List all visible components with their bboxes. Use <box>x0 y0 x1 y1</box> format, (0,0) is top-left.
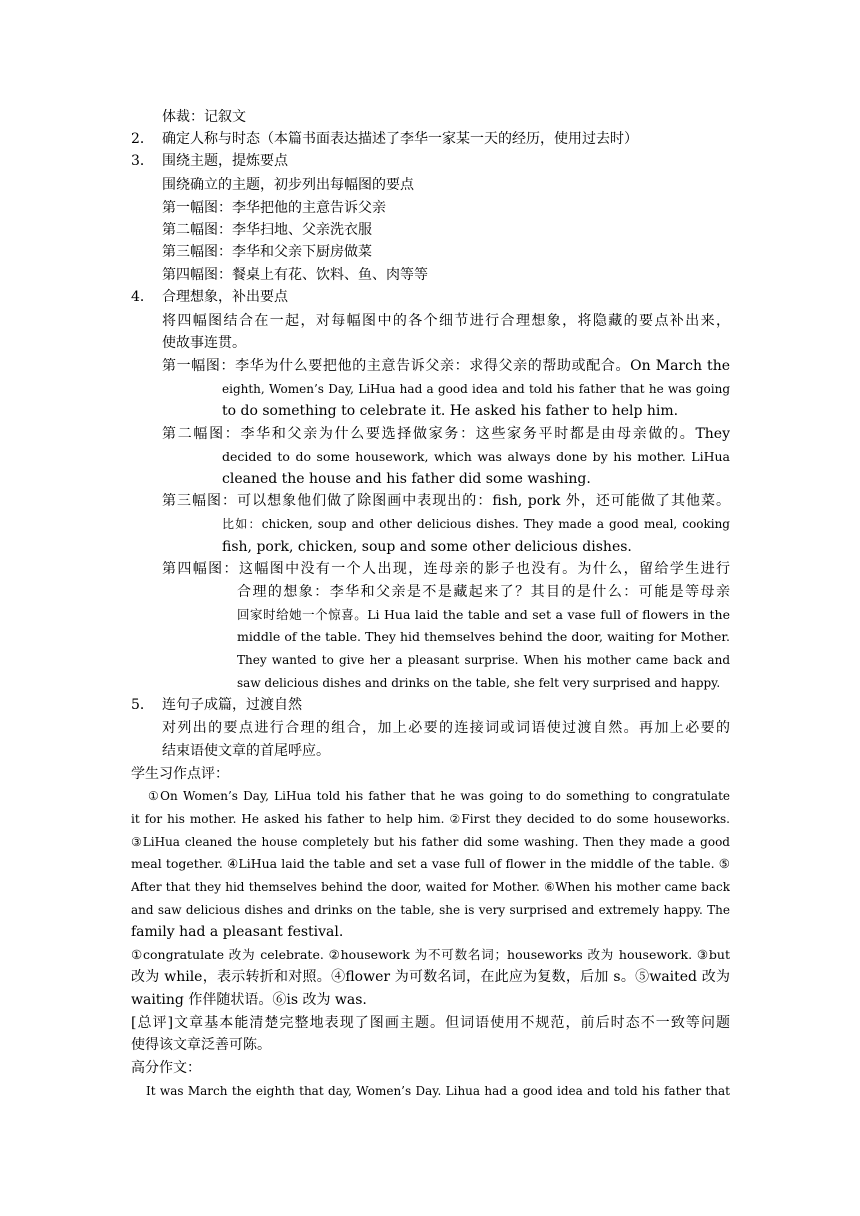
step5-line: 结束语使文章的首尾呼应。 <box>162 743 330 759</box>
step-number: 3． <box>131 153 154 169</box>
pic2-line: cleaned the house and his father did some washing. <box>222 471 591 487</box>
student-essay-line: ③LiHua cleaned the house completely but his father did some washing. Then they made a good <box>131 835 730 849</box>
high-score-heading: 高分作文： <box>131 1060 201 1076</box>
picture-point: 第四幅图：餐桌上有花、饮料、鱼、肉等等 <box>162 267 428 283</box>
pic4-line: They wanted to give her a pleasant surprise. When his mother came back and <box>237 653 730 667</box>
picture-point: 第三幅图：李华和父亲下厨房做菜 <box>162 244 372 260</box>
step4-intro-line: 将四幅图结合在一起，对每幅图中的各个细节进行合理想象，将隐藏的要点补出来， <box>162 313 730 329</box>
student-essay-line: it for his mother. He asked his father to help him. ②First they decided to do some houseworks. <box>131 812 730 826</box>
pic4-line: middle of the table. They hid themselves behind the door, waiting for Mother. <box>237 629 730 644</box>
pic2-line: decided to do some housework, which was always done by his mother. LiHua <box>222 449 730 464</box>
pic3-line: 第三幅图：可以想象他们做了除图画中表现出的：fish, pork 外，还可能做了其他菜。 <box>162 493 730 509</box>
correction-line: 改为 while，表示转折和对照。④flower 为可数名词，在此应为复数，后加 s。⑤waited 改为 <box>131 969 730 985</box>
pic2-line: 第二幅图：李华和父亲为什么要选择做家务：这些家务平时都是由母亲做的。They <box>162 426 730 442</box>
student-essay-line: ①On Women’s Day, LiHua told his father that he was going to do something to congratulate <box>148 789 730 803</box>
student-essay-line: family had a pleasant festival. <box>131 924 344 940</box>
genre-line: 体裁：记叙文 <box>162 109 246 125</box>
step3-intro: 围绕确立的主题，初步列出每幅图的要点 <box>162 177 414 193</box>
step4-intro-line: 使故事连贯。 <box>162 335 246 351</box>
step-title: 合理想象，补出要点 <box>162 289 288 305</box>
pic4-line: saw delicious dishes and drinks on the table, she felt very surprised and happy. <box>237 676 721 690</box>
summary-line: 使得该文章泛善可陈。 <box>131 1037 271 1053</box>
step-number: 4． <box>131 289 154 305</box>
pic1-line: to do something to celebrate it. He asked his father to help him. <box>222 403 679 419</box>
pic3-line: 比如：chicken, soup and other delicious dishes. They made a good meal, cooking <box>222 517 730 531</box>
correction-line: ①congratulate 改为 celebrate. ②housework 为不可数名词；houseworks 改为 housework. ③but <box>131 947 730 962</box>
pic4-line: 合理的想象：李华和父亲是不是藏起来了？其目的是什么：可能是等母亲 <box>237 584 730 600</box>
student-essay-line: After that they hid themselves behind the door, waited for Mother. ⑥When his mother came back <box>131 880 730 894</box>
pic3-line: fish, pork, chicken, soup and some other delicious dishes. <box>222 539 632 555</box>
step-title: 连句子成篇，过渡自然 <box>162 697 302 713</box>
pic1-line: 第一幅图：李华为什么要把他的主意告诉父亲：求得父亲的帮助或配合。On March the <box>162 358 730 374</box>
step-title: 围绕主题，提炼要点 <box>162 153 288 169</box>
pic4-line: 第四幅图：这幅图中没有一个人出现，连母亲的影子也没有。为什么，留给学生进行 <box>162 561 730 577</box>
student-essay-line: and saw delicious dishes and drinks on the table, she is very surprised and extremely happy. The <box>131 903 730 917</box>
student-essay-line: meal together. ④LiHua laid the table and set a vase full of flower in the middle of the table. ⑤ <box>131 856 730 871</box>
picture-point: 第一幅图：李华把他的主意告诉父亲 <box>162 200 386 216</box>
high-score-essay-line: It was March the eighth that day, Women’s Day. Lihua had a good idea and told his father that <box>146 1084 730 1098</box>
picture-point: 第二幅图：李华扫地、父亲洗衣服 <box>162 222 372 238</box>
step-number: 2． <box>131 131 154 147</box>
step-number: 5． <box>131 697 154 713</box>
correction-line: waiting 作伴随状语。⑥is 改为 was. <box>131 992 367 1008</box>
pic1-line: eighth, Women’s Day, LiHua had a good idea and told his father that he was going <box>222 382 730 396</box>
student-essay-heading: 学生习作点评： <box>131 766 229 782</box>
pic4-line: 回家时给她一个惊喜。Li Hua laid the table and set a vase full of flowers in the <box>237 607 730 622</box>
summary-line: [总评]文章基本能清楚完整地表现了图画主题。但词语使用不规范，前后时态不一致等问题 <box>131 1015 730 1031</box>
step5-line: 对列出的要点进行合理的组合，加上必要的连接词或词语使过渡自然。再加上必要的 <box>162 720 730 736</box>
step-title: 确定人称与时态（本篇书面表达描述了李华一家某一天的经历，使用过去时） <box>162 131 638 147</box>
